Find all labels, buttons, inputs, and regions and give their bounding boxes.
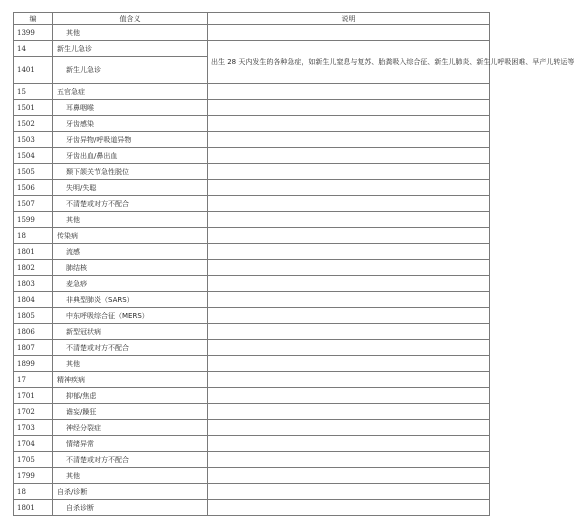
code-cell: 1506	[14, 180, 53, 196]
meaning-cell: 流感	[53, 244, 208, 260]
code-table	[13, 12, 574, 516]
code-cell: 18	[14, 228, 53, 244]
description-cell	[208, 228, 490, 244]
meaning-cell: 抑郁/焦虑	[53, 388, 208, 404]
meaning-cell: 不清楚或对方不配合	[53, 340, 208, 356]
meaning-cell: 自杀/诊断	[53, 484, 208, 500]
meaning-cell: 情绪异常	[53, 436, 208, 452]
table-row	[14, 260, 490, 276]
description-cell	[208, 372, 490, 388]
meaning-cell: 精神疾病	[53, 372, 208, 388]
table-row	[14, 404, 490, 420]
meaning-cell: 其他	[53, 468, 208, 484]
description-cell	[208, 388, 490, 404]
description-cell	[208, 308, 490, 324]
meaning-cell: 肺结核	[53, 260, 208, 276]
meaning-cell: 牙齿出血/鼻出血	[53, 148, 208, 164]
description-cell	[208, 148, 490, 164]
meaning-cell: 牙齿感染	[53, 116, 208, 132]
table-row	[14, 388, 490, 404]
meaning-cell: 失明/失聪	[53, 180, 208, 196]
table-row	[14, 100, 490, 116]
code-cell: 15	[14, 84, 53, 100]
description-cell	[208, 292, 490, 308]
code-cell: 18	[14, 484, 53, 500]
description-cell	[208, 452, 490, 468]
description-cell	[208, 196, 490, 212]
code-cell: 1702	[14, 404, 53, 420]
code-cell: 1504	[14, 148, 53, 164]
description-cell	[208, 276, 490, 292]
table-body	[14, 25, 574, 516]
table-row	[14, 164, 490, 180]
table-row	[14, 116, 490, 132]
description-cell	[208, 164, 490, 180]
code-cell: 1807	[14, 340, 53, 356]
table-row	[14, 324, 490, 340]
code-cell: 14	[14, 41, 53, 57]
description-cell	[208, 180, 490, 196]
table-row	[14, 436, 490, 452]
description-cell	[208, 340, 490, 356]
description-cell	[208, 500, 490, 516]
meaning-cell: 神经分裂症	[53, 420, 208, 436]
description-cell	[208, 212, 490, 228]
meaning-cell: 新型冠状病	[53, 324, 208, 340]
code-cell: 1399	[14, 25, 53, 41]
code-cell: 1503	[14, 132, 53, 148]
description-cell: 出生 28 天内发生的各种急症，如新生儿窒息与复苏、胎粪吸入综合征、新生儿肺炎、新生儿呼吸困难、早产儿转运等	[208, 41, 490, 84]
table-row	[14, 356, 490, 372]
table-row	[14, 452, 490, 468]
description-cell	[208, 84, 490, 100]
meaning-cell: 新生儿急诊	[53, 57, 208, 84]
description-cell	[208, 436, 490, 452]
table-row	[14, 244, 490, 260]
meaning-cell: 其他	[53, 356, 208, 372]
table-row	[14, 212, 490, 228]
header-description: 说明	[208, 13, 490, 25]
description-cell	[208, 356, 490, 372]
code-cell: 1501	[14, 100, 53, 116]
meaning-cell: 五官急症	[53, 84, 208, 100]
description-cell	[208, 244, 490, 260]
code-cell: 1801	[14, 244, 53, 260]
header-code: 编	[14, 13, 53, 25]
code-cell: 1401	[14, 57, 53, 84]
code-cell: 1507	[14, 196, 53, 212]
description-cell	[208, 100, 490, 116]
table-row	[14, 308, 490, 324]
header-row	[14, 13, 490, 25]
code-cell: 1704	[14, 436, 53, 452]
description-cell	[208, 404, 490, 420]
code-cell: 1502	[14, 116, 53, 132]
meaning-cell: 耳鼻咽喉	[53, 100, 208, 116]
code-cell: 1802	[14, 260, 53, 276]
meaning-cell: 传染病	[53, 228, 208, 244]
meaning-cell: 非典型肺炎（SARS）	[53, 292, 208, 308]
table-row	[14, 25, 490, 41]
code-cell: 1801	[14, 500, 53, 516]
meaning-cell: 麦急痧	[53, 276, 208, 292]
meaning-cell: 其他	[53, 212, 208, 228]
meaning-cell: 不清楚或对方不配合	[53, 196, 208, 212]
code-cell: 1701	[14, 388, 53, 404]
code-cell: 1804	[14, 292, 53, 308]
meaning-cell: 新生儿急诊	[53, 41, 208, 57]
meaning-cell: 其他	[53, 25, 208, 41]
meaning-cell: 自杀诊断	[53, 500, 208, 516]
table-row	[14, 228, 490, 244]
table-row	[14, 84, 490, 100]
code-cell: 1799	[14, 468, 53, 484]
meaning-cell: 不清楚或对方不配合	[53, 452, 208, 468]
code-cell: 17	[14, 372, 53, 388]
meaning-cell: 颞下颌关节急性脱位	[53, 164, 208, 180]
code-cell: 1805	[14, 308, 53, 324]
header-meaning: 值含义	[53, 13, 208, 25]
description-cell	[208, 484, 490, 500]
code-cell: 1703	[14, 420, 53, 436]
meaning-cell: 中东呼吸综合征（MERS）	[53, 308, 208, 324]
table-row	[14, 372, 490, 388]
table-row	[14, 148, 490, 164]
code-cell: 1803	[14, 276, 53, 292]
code-cell: 1705	[14, 452, 53, 468]
table-row	[14, 276, 490, 292]
table-row	[14, 196, 490, 212]
description-cell	[208, 116, 490, 132]
table-row	[14, 500, 490, 516]
description-cell	[208, 420, 490, 436]
description-cell	[208, 468, 490, 484]
code-cell: 1599	[14, 212, 53, 228]
table-row	[14, 180, 490, 196]
code-cell: 1505	[14, 164, 53, 180]
table-row	[14, 132, 490, 148]
table-row	[14, 292, 490, 308]
table-row	[14, 420, 490, 436]
description-cell	[208, 25, 490, 41]
table-row	[14, 484, 490, 500]
code-cell: 1806	[14, 324, 53, 340]
meaning-cell: 牙齿异物/呼吸道异物	[53, 132, 208, 148]
code-cell: 1899	[14, 356, 53, 372]
table-row	[14, 41, 490, 57]
table-row	[14, 340, 490, 356]
meaning-cell: 谵妄/躁狂	[53, 404, 208, 420]
description-cell	[208, 260, 490, 276]
description-cell	[208, 324, 490, 340]
table-row	[14, 468, 490, 484]
description-cell	[208, 132, 490, 148]
